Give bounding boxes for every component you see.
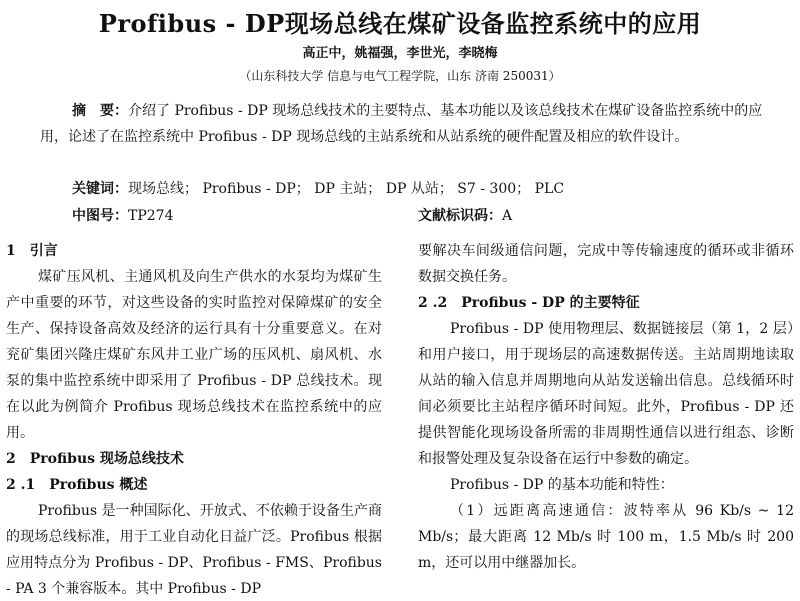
abstract-label: 摘 要： bbox=[72, 103, 128, 119]
doc-code-value: A bbox=[502, 208, 513, 224]
abstract-text: 介绍了 Profibus - DP 现场总线技术的主要特点、基本功能以及该总线技术在煤矿设备监控系统中的应用，论述了在监控系统中 Profibus - DP 现场总线的主站系统和从站系统的硬件配置及相应的软件设计。 bbox=[40, 103, 763, 145]
left-column bbox=[6, 238, 382, 601]
feature-1-paragraph: （1）远距离高速通信：波特率从 96 Kb/s ~ 12 Mb/s；最大距离 12 Mb/s 时 100 m，1.5 Mb/s 时 200 m，还可以用中继器加长。 bbox=[418, 503, 794, 571]
classification-line bbox=[72, 205, 173, 225]
section-2-heading: 2 Profibus 现场总线技术 bbox=[6, 451, 184, 467]
doc-code-line bbox=[418, 205, 512, 225]
paper-title: Profibus - DP现场总线在煤矿设备监控系统中的应用 bbox=[98, 9, 702, 38]
section-2-2-heading: 2 .2 Profibus - DP 的主要特征 bbox=[418, 295, 640, 311]
doc-code-label: 文献标识码： bbox=[418, 208, 502, 224]
features-intro: Profibus - DP 的基本功能和特性： bbox=[450, 477, 674, 493]
section-1-heading: 1 引言 bbox=[6, 243, 58, 259]
section-2-1-heading: 2 .1 Profibus 概述 bbox=[6, 477, 148, 493]
author-list: 高正中，姚福强，李世光，李晓梅 bbox=[302, 46, 498, 61]
section-1-paragraph: 煤矿压风机、主通风机及向生产供水的水泵均为煤矿生产中重要的环节，对这些设备的实时监控对保障煤矿的安全生产、保持设备高效及经济的运行具有十分重要意义。在对兖矿集团兴隆庄煤矿东风井工业广场的压风机、扇风机、水泵的集中监控系统中即采用了 Profibus - DP 总线技术。现在以此为例简介 Profibus 现场总线技术在监控系统中的应用。 bbox=[6, 269, 382, 441]
classification-value: TP274 bbox=[128, 208, 174, 224]
keywords-line bbox=[72, 177, 564, 201]
keywords-text: 现场总线； Profibus - DP； DP 主站； DP 从站； S7 - 300； PLC bbox=[128, 181, 565, 197]
section-2-1-paragraph: Profibus 是一种国际化、开放式、不依赖于设备生产商的现场总线标准，用于工业自动化日益广泛。Profibus 根据应用特点分为 Profibus - DP、Profibus - FMS、Profibus - PA 3 个兼容版本。其中 Profibus - DP bbox=[6, 503, 382, 597]
continued-paragraph: 要解决车间级通信问题，完成中等传输速度的循环或非循环数据交换任务。 bbox=[418, 243, 794, 285]
classification-label: 中图号： bbox=[72, 208, 128, 224]
section-2-2-paragraph: Profibus - DP 使用物理层、数据链接层（第 1，2 层）和用户接口，用于现场层的高速数据传送。主站周期地读取从站的输入信息并周期地向从站发送输出信息。总线循环时间必须要比主站程序循环时间短。此外，Profibus - DP 还提供智能化现场设备所需的非周期性通信以进行组态、诊断和报警处理及复杂设备在运行中参数的确定。 bbox=[418, 321, 794, 467]
keywords-label: 关键词： bbox=[72, 181, 128, 197]
abstract-block bbox=[40, 98, 770, 150]
affiliation: （山东科技大学 信息与电气工程学院，山东 济南 250031） bbox=[239, 69, 561, 83]
right-column bbox=[418, 238, 794, 576]
